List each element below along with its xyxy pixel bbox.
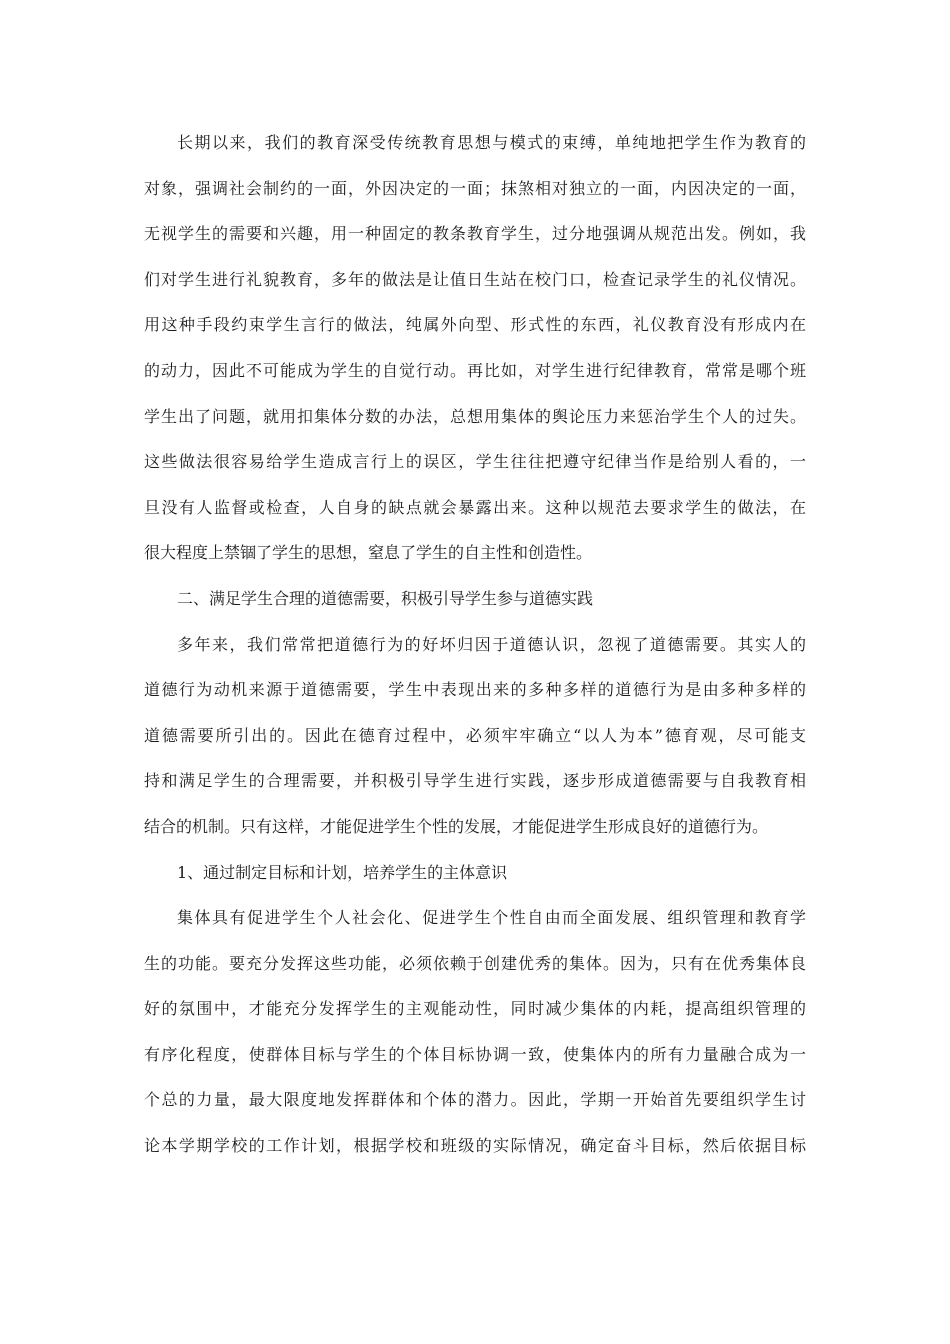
text-line: 有序化程度，使群体目标与学生的个体目标协调一致，使集体内的所有力量融合成为一 — [144, 1044, 806, 1064]
text-line: 多年来，我们常常把道德行为的好坏归因于道德认识，忽视了道德需要。其实人的 — [177, 634, 806, 654]
text-line: 对象，强调社会制约的一面，外因决定的一面；抹煞相对独立的一面，内因决定的一面， — [144, 178, 806, 198]
text-line: 旦没有人监督或检查，人自身的缺点就会暴露出来。这种以规范去要求学生的做法，在 — [144, 497, 806, 517]
text-line: 无视学生的需要和兴趣，用一种固定的教条教育学生，过分地强调从规范出发。例如，我 — [144, 224, 806, 244]
text-line: 1、通过制定目标和计划，培养学生的主体意识 — [177, 862, 508, 882]
text-line: 的动力，因此不可能成为学生的自觉行动。再比如，对学生进行纪律教育，常常是哪个班 — [144, 360, 806, 380]
text-line: 长期以来，我们的教育深受传统教育思想与模式的束缚，单纯地把学生作为教育的 — [177, 133, 806, 152]
text-line: 生的功能。要充分发挥这些功能，必须依赖于创建优秀的集体。因为，只有在优秀集体良 — [144, 953, 806, 973]
text-line: 道德行为动机来源于道德需要，学生中表现出来的多种多样的道德行为是由多种多样的 — [144, 680, 806, 700]
text-line: 这些做法很容易给学生造成言行上的误区，学生往往把遵守纪律当作是给别人看的，一 — [144, 452, 806, 472]
text-line: 个总的力量，最大限度地发挥群体和个体的潜力。因此，学期一开始首先要组织学生讨 — [144, 1090, 806, 1110]
text-line: 持和满足学生的合理需要，并积极引导学生进行实践，逐步形成道德需要与自我教育相 — [144, 771, 806, 791]
text-line: 结合的机制。只有这样，才能促进学生个性的发展，才能促进学生形成良好的道德行为。 — [144, 816, 769, 836]
text-line: 集体具有促进学生个人社会化、促进学生个性自由而全面发展、组织管理和教育学 — [177, 908, 806, 928]
text-line: 好的氛围中，才能充分发挥学生的主观能动性，同时减少集体的内耗，提高组织管理的 — [144, 999, 806, 1019]
text-line: 二、满足学生合理的道德需要，积极引导学生参与道德实践 — [177, 588, 594, 608]
text-line: 学生出了问题，就用扣集体分数的办法，总想用集体的舆论压力来惩治学生个人的过失。 — [144, 406, 806, 426]
text-line: 们对学生进行礼貌教育，多年的做法是让值日生站在校门口，检查记录学生的礼仪情况。 — [144, 269, 806, 289]
text-line: 用这种手段约束学生言行的做法，纯属外向型、形式性的东西，礼仪教育没有形成内在 — [144, 315, 806, 335]
text-line: 道德需要所引出的。因此在德育过程中，必须牢牢确立“以人为本”德育观，尽可能支 — [144, 725, 806, 745]
document-body — [144, 120, 806, 1169]
text-line: 论本学期学校的工作计划，根据学校和班级的实际情况，确定奋斗目标，然后依据目标 — [144, 1136, 806, 1156]
text-line: 很大程度上禁锢了学生的思想，窒息了学生的自主性和创造性。 — [144, 543, 593, 563]
